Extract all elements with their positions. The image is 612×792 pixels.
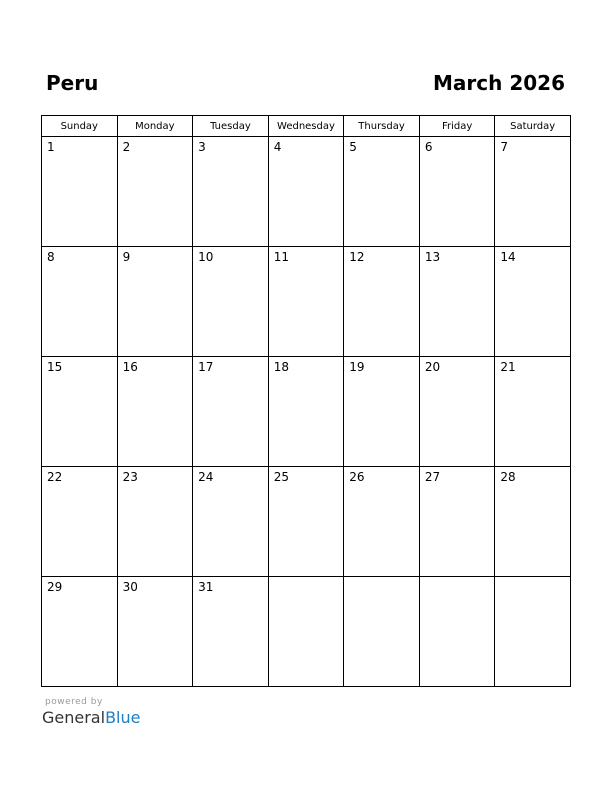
- day-number: 16: [122, 360, 138, 374]
- day-number: 9: [122, 250, 131, 264]
- day-number: 20: [424, 360, 441, 374]
- day-cell[interactable]: [268, 357, 344, 467]
- day-cell: [419, 577, 495, 687]
- weekday-header-row: [42, 116, 571, 137]
- day-cell[interactable]: [193, 577, 269, 687]
- day-cell[interactable]: [193, 467, 269, 577]
- day-number: 14: [500, 250, 516, 264]
- day-number: 21: [500, 360, 516, 374]
- day-number: 17: [198, 360, 214, 374]
- day-cell[interactable]: [495, 137, 571, 247]
- day-number: 18: [273, 360, 289, 374]
- day-number: 30: [122, 580, 138, 594]
- day-number: 28: [500, 470, 516, 484]
- week-row: [42, 467, 571, 577]
- day-number: [344, 577, 419, 580]
- day-number: 7: [500, 140, 509, 154]
- day-cell[interactable]: [117, 467, 193, 577]
- week-row: [42, 357, 571, 467]
- day-number: 5: [349, 140, 357, 154]
- day-cell: [344, 577, 420, 687]
- day-cell[interactable]: [419, 137, 495, 247]
- day-cell[interactable]: [495, 247, 571, 357]
- brand-blue-text: Blue: [105, 708, 141, 727]
- day-number: [420, 577, 495, 580]
- day-number: 24: [198, 470, 214, 484]
- weekday-header-tuesday: Tuesday: [193, 116, 269, 137]
- day-number: [269, 577, 344, 580]
- day-cell[interactable]: [42, 357, 118, 467]
- day-cell: [268, 577, 344, 687]
- day-cell[interactable]: [117, 577, 193, 687]
- day-number: 11: [273, 250, 289, 264]
- brand-general-text: General: [42, 708, 106, 727]
- week-row: [42, 137, 571, 247]
- day-cell[interactable]: [344, 247, 420, 357]
- day-number: 13: [424, 250, 441, 264]
- day-cell[interactable]: [117, 357, 193, 467]
- day-number: 15: [47, 360, 63, 374]
- day-cell[interactable]: [495, 467, 571, 577]
- day-number: 4: [273, 140, 282, 154]
- day-cell[interactable]: [193, 357, 269, 467]
- day-cell[interactable]: [419, 247, 495, 357]
- day-number: 6: [424, 140, 433, 154]
- day-cell[interactable]: [117, 137, 193, 247]
- month-year-title: March 2026: [433, 71, 565, 95]
- week-row: [42, 247, 571, 357]
- day-cell[interactable]: [268, 467, 344, 577]
- day-cell[interactable]: [193, 137, 269, 247]
- day-cell[interactable]: [42, 467, 118, 577]
- day-number: 23: [122, 470, 138, 484]
- day-cell[interactable]: [344, 137, 420, 247]
- weekday-header-wednesday: Wednesday: [268, 116, 344, 137]
- weekday-header-saturday: Saturday: [495, 116, 571, 137]
- weekday-header-thursday: Thursday: [344, 116, 420, 137]
- day-number: 12: [349, 250, 365, 264]
- day-cell[interactable]: [117, 247, 193, 357]
- weekday-header-friday: Friday: [419, 116, 495, 137]
- day-cell[interactable]: [419, 467, 495, 577]
- day-number: 10: [198, 250, 214, 264]
- day-number: 27: [424, 470, 441, 484]
- day-cell[interactable]: [268, 137, 344, 247]
- day-cell[interactable]: [344, 357, 420, 467]
- day-number: 25: [273, 470, 289, 484]
- day-cell[interactable]: [268, 247, 344, 357]
- day-number: [495, 577, 570, 580]
- generalblue-logo[interactable]: [42, 709, 140, 727]
- powered-by-label: powered by: [45, 697, 103, 707]
- day-cell[interactable]: [42, 137, 118, 247]
- calendar-grid: [41, 115, 571, 687]
- day-number: 26: [349, 470, 365, 484]
- day-cell[interactable]: [344, 467, 420, 577]
- day-number: 3: [198, 140, 206, 154]
- day-cell[interactable]: [495, 357, 571, 467]
- day-cell[interactable]: [42, 247, 118, 357]
- day-cell: [495, 577, 571, 687]
- weekday-header-sunday: Sunday: [42, 116, 118, 137]
- day-number: 31: [198, 580, 214, 594]
- day-number: 1: [47, 140, 55, 154]
- country-title: Peru: [46, 71, 99, 95]
- day-cell[interactable]: [193, 247, 269, 357]
- day-cell[interactable]: [42, 577, 118, 687]
- day-number: 8: [47, 250, 55, 264]
- day-cell[interactable]: [419, 357, 495, 467]
- day-number: 2: [122, 140, 131, 154]
- day-number: 29: [47, 580, 63, 594]
- weekday-header-monday: Monday: [117, 116, 193, 137]
- day-number: 22: [47, 470, 63, 484]
- day-number: 19: [349, 360, 365, 374]
- week-row: [42, 577, 571, 687]
